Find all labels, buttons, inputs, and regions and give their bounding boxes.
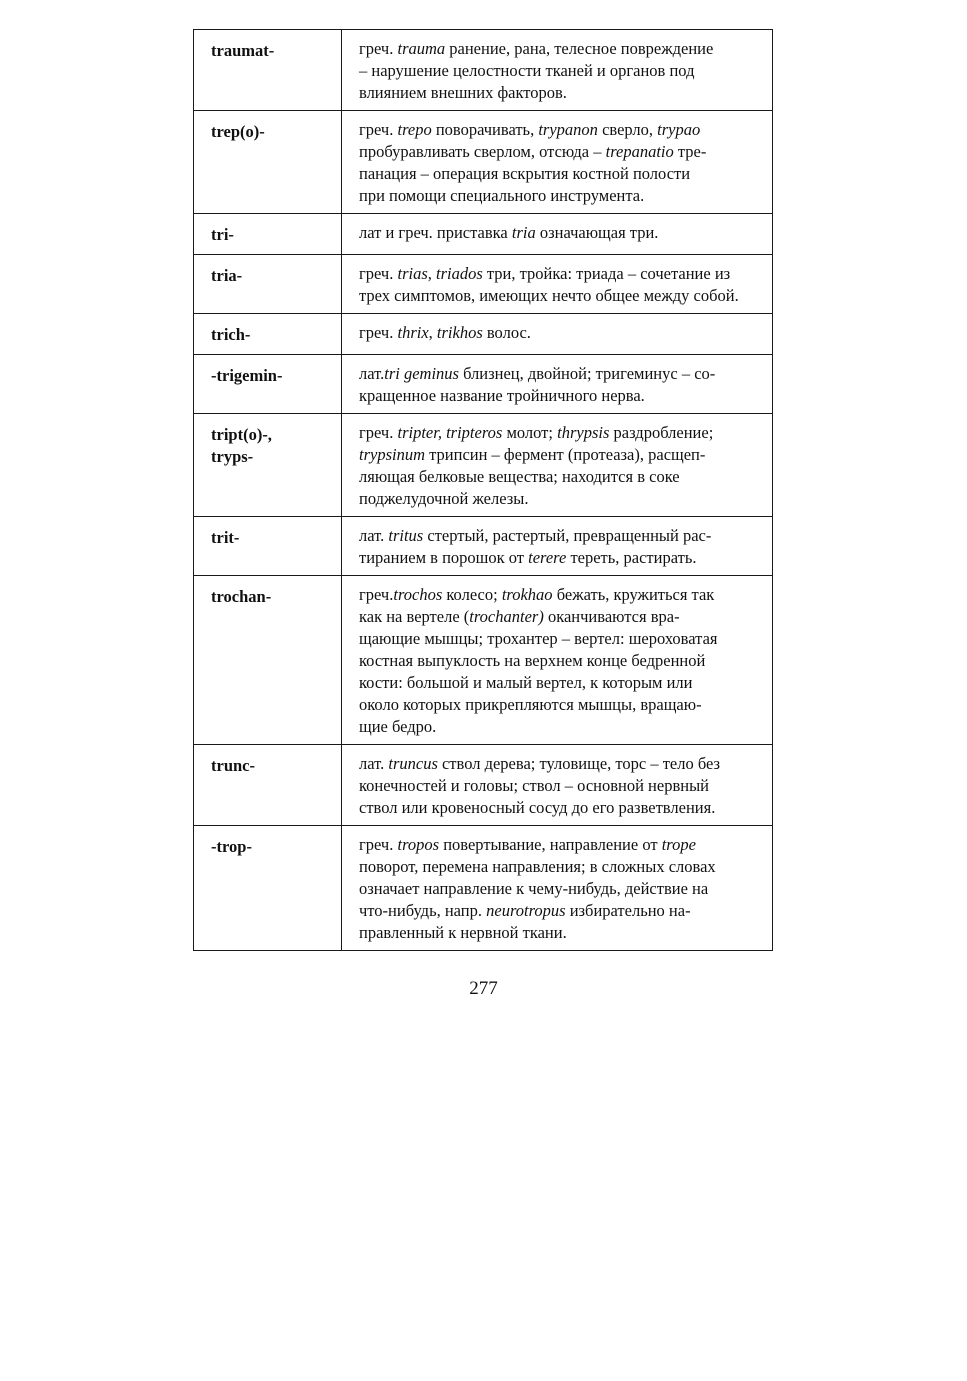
italic-term: trope: [661, 835, 696, 854]
term-cell: [194, 30, 342, 111]
definition-text: пробуравливать сверлом, отсюда –: [359, 142, 606, 161]
term-text: traumat-: [211, 41, 275, 60]
definition-line: [359, 263, 766, 285]
definition-text: греч.: [359, 585, 394, 604]
definition-text: кости: большой и малый вертел, к которым или: [359, 673, 693, 692]
definition-text: около которых прикрепляются мышцы, вращаю-: [359, 695, 702, 714]
term-text: tryps-: [211, 447, 254, 466]
definition-line: [359, 38, 766, 60]
definition-text: ствол дерева; туловище, торс – тело без: [437, 754, 721, 773]
definition-text: повертывание, направление от: [439, 835, 662, 854]
italic-term: tritus: [388, 526, 424, 545]
definition-line: [359, 141, 766, 163]
italic-term: trikhos: [436, 323, 483, 342]
table-row: [194, 111, 773, 214]
definition-text: трех симптомов, имеющих нечто общее между собой.: [359, 286, 739, 305]
italic-term: trokhao: [501, 585, 553, 604]
italic-term: trypanon: [538, 120, 598, 139]
italic-term: tria: [511, 223, 536, 242]
definition-line: [359, 672, 766, 694]
definition-text: поджелудочной железы.: [359, 489, 529, 508]
definition-line: [359, 834, 766, 856]
table-row: [194, 255, 773, 314]
definition-text: влиянием внешних факторов.: [359, 83, 567, 102]
definition-text: кращенное название тройничного нерва.: [359, 386, 645, 405]
definition-cell: [342, 826, 773, 951]
table-row: [194, 214, 773, 255]
term-cell: [194, 255, 342, 314]
definition-text: раздробление;: [609, 423, 714, 442]
definition-line: [359, 650, 766, 672]
definition-text: молот;: [502, 423, 558, 442]
glossary-table-body: [194, 30, 773, 951]
definition-text: как на вертеле (: [359, 607, 470, 626]
definition-line: [359, 363, 766, 385]
term-cell: [194, 745, 342, 826]
italic-term: neurotropus: [486, 901, 566, 920]
definition-line: [359, 119, 766, 141]
term-cell: [194, 314, 342, 355]
definition-text: правленный к нервной ткани.: [359, 923, 567, 942]
definition-cell: [342, 517, 773, 576]
definition-line: [359, 584, 766, 606]
term-cell: [194, 826, 342, 951]
definition-line: [359, 525, 766, 547]
term-text: trit-: [211, 528, 240, 547]
italic-term: trypao: [657, 120, 701, 139]
definition-line: [359, 878, 766, 900]
term-text: trochan-: [211, 587, 272, 606]
glossary-table: [193, 29, 773, 951]
definition-text: греч.: [359, 264, 398, 283]
definition-text: ствол или кровеносный сосуд до его разветвления.: [359, 798, 716, 817]
definition-text: оканчиваются вра-: [543, 607, 680, 626]
definition-text: означающая три.: [535, 223, 659, 242]
definition-cell: [342, 576, 773, 745]
italic-term: trypsinum: [359, 445, 425, 464]
definition-line: [359, 856, 766, 878]
definition-line: [359, 628, 766, 650]
definition-line: [359, 797, 766, 819]
definition-text: панация – операция вскрытия костной полости: [359, 164, 691, 183]
italic-term: terere: [528, 548, 567, 567]
definition-text: стертый, растертый, превращенный рас-: [423, 526, 712, 545]
definition-text: греч.: [359, 423, 398, 442]
definition-line: [359, 753, 766, 775]
definition-text: поворот, перемена направления; в сложных словах: [359, 857, 716, 876]
definition-line: [359, 285, 766, 307]
definition-text: лат.: [359, 526, 389, 545]
definition-line: [359, 422, 766, 444]
definition-text: лат.: [359, 364, 385, 383]
definition-text: сверло,: [597, 120, 658, 139]
italic-term: trochos: [393, 585, 443, 604]
term-cell: [194, 576, 342, 745]
table-row: [194, 826, 773, 951]
italic-term: tripter, tripteros: [397, 423, 503, 442]
term-cell: [194, 355, 342, 414]
term-cell: [194, 214, 342, 255]
definition-cell: [342, 314, 773, 355]
definition-text: означает направление к чему-нибудь, действие на: [359, 879, 709, 898]
definition-text: колесо;: [442, 585, 502, 604]
definition-line: [359, 444, 766, 466]
definition-text: при помощи специального инструмента.: [359, 186, 645, 205]
definition-text: близнец, двойной; тригеминус – со-: [458, 364, 716, 383]
definition-text: конечностей и головы; ствол – основной нервный: [359, 776, 709, 795]
definition-text: костная выпуклость на верхнем конце бедренной: [359, 651, 706, 670]
italic-term: trochanter): [469, 607, 544, 626]
definition-line: [359, 900, 766, 922]
italic-term: truncus: [388, 754, 438, 773]
definition-cell: [342, 30, 773, 111]
definition-text: щающие мышцы; трохантер – вертел: шероховатая: [359, 629, 718, 648]
definition-text: тереть, растирать.: [566, 548, 697, 567]
italic-term: thrix: [397, 323, 429, 342]
page-number: 277: [469, 978, 498, 999]
definition-text: трипсин – фермент (протеаза), расщеп-: [425, 445, 706, 464]
definition-text: ранение, рана, телесное повреждение: [445, 39, 714, 58]
definition-cell: [342, 355, 773, 414]
definition-cell: [342, 745, 773, 826]
term-text: tria-: [211, 266, 243, 285]
definition-text: избирательно на-: [565, 901, 691, 920]
term-cell: [194, 414, 342, 517]
definition-line: [359, 694, 766, 716]
definition-line: [359, 185, 766, 207]
definition-line: [359, 488, 766, 510]
term-text: tri-: [211, 225, 234, 244]
definition-text: тре-: [673, 142, 707, 161]
term-text: trep(o)-: [211, 122, 265, 141]
definition-text: щие бедро.: [359, 717, 437, 736]
definition-line: [359, 547, 766, 569]
term-text: trunc-: [211, 756, 255, 775]
definition-line: [359, 385, 766, 407]
term-text: tript(o)-,: [211, 425, 272, 444]
definition-text: три, тройка: триада – сочетание из: [482, 264, 731, 283]
italic-term: trepo: [397, 120, 432, 139]
definition-text: поворачивать,: [431, 120, 539, 139]
definition-text: лат.: [359, 754, 389, 773]
table-row: [194, 517, 773, 576]
definition-line: [359, 606, 766, 628]
definition-line: [359, 163, 766, 185]
definition-line: [359, 322, 766, 344]
term-text: -trop-: [211, 837, 252, 856]
definition-text: греч.: [359, 39, 398, 58]
definition-text: ляющая белковые вещества; находится в соке: [359, 467, 680, 486]
definition-text: бежать, кружиться так: [552, 585, 715, 604]
term-text: -trigemin-: [211, 366, 283, 385]
definition-line: [359, 466, 766, 488]
italic-term: thrypsis: [557, 423, 610, 442]
term-cell: [194, 111, 342, 214]
definition-line: [359, 222, 766, 244]
definition-text: – нарушение целостности тканей и органов под: [359, 61, 695, 80]
italic-term: trias, triados: [397, 264, 483, 283]
table-row: [194, 414, 773, 517]
table-row: [194, 745, 773, 826]
definition-line: [359, 82, 766, 104]
definition-cell: [342, 214, 773, 255]
definition-text: греч.: [359, 835, 398, 854]
definition-line: [359, 775, 766, 797]
definition-text: ,: [428, 323, 437, 342]
definition-text: греч.: [359, 120, 398, 139]
definition-line: [359, 922, 766, 944]
term-cell: [194, 517, 342, 576]
definition-cell: [342, 111, 773, 214]
italic-term: trauma: [397, 39, 446, 58]
definition-line: [359, 60, 766, 82]
definition-text: греч.: [359, 323, 398, 342]
table-row: [194, 314, 773, 355]
definition-cell: [342, 255, 773, 314]
italic-term: trepanatio: [605, 142, 674, 161]
definition-text: тиранием в порошок от: [359, 548, 529, 567]
definition-line: [359, 716, 766, 738]
italic-term: tropos: [397, 835, 440, 854]
definition-cell: [342, 414, 773, 517]
definition-text: что-нибудь, напр.: [359, 901, 487, 920]
definition-text: волос.: [482, 323, 531, 342]
italic-term: tri geminus: [384, 364, 459, 383]
term-text: trich-: [211, 325, 251, 344]
definition-text: лат и греч. приставка: [359, 223, 512, 242]
table-row: [194, 576, 773, 745]
table-row: [194, 355, 773, 414]
table-row: [194, 30, 773, 111]
